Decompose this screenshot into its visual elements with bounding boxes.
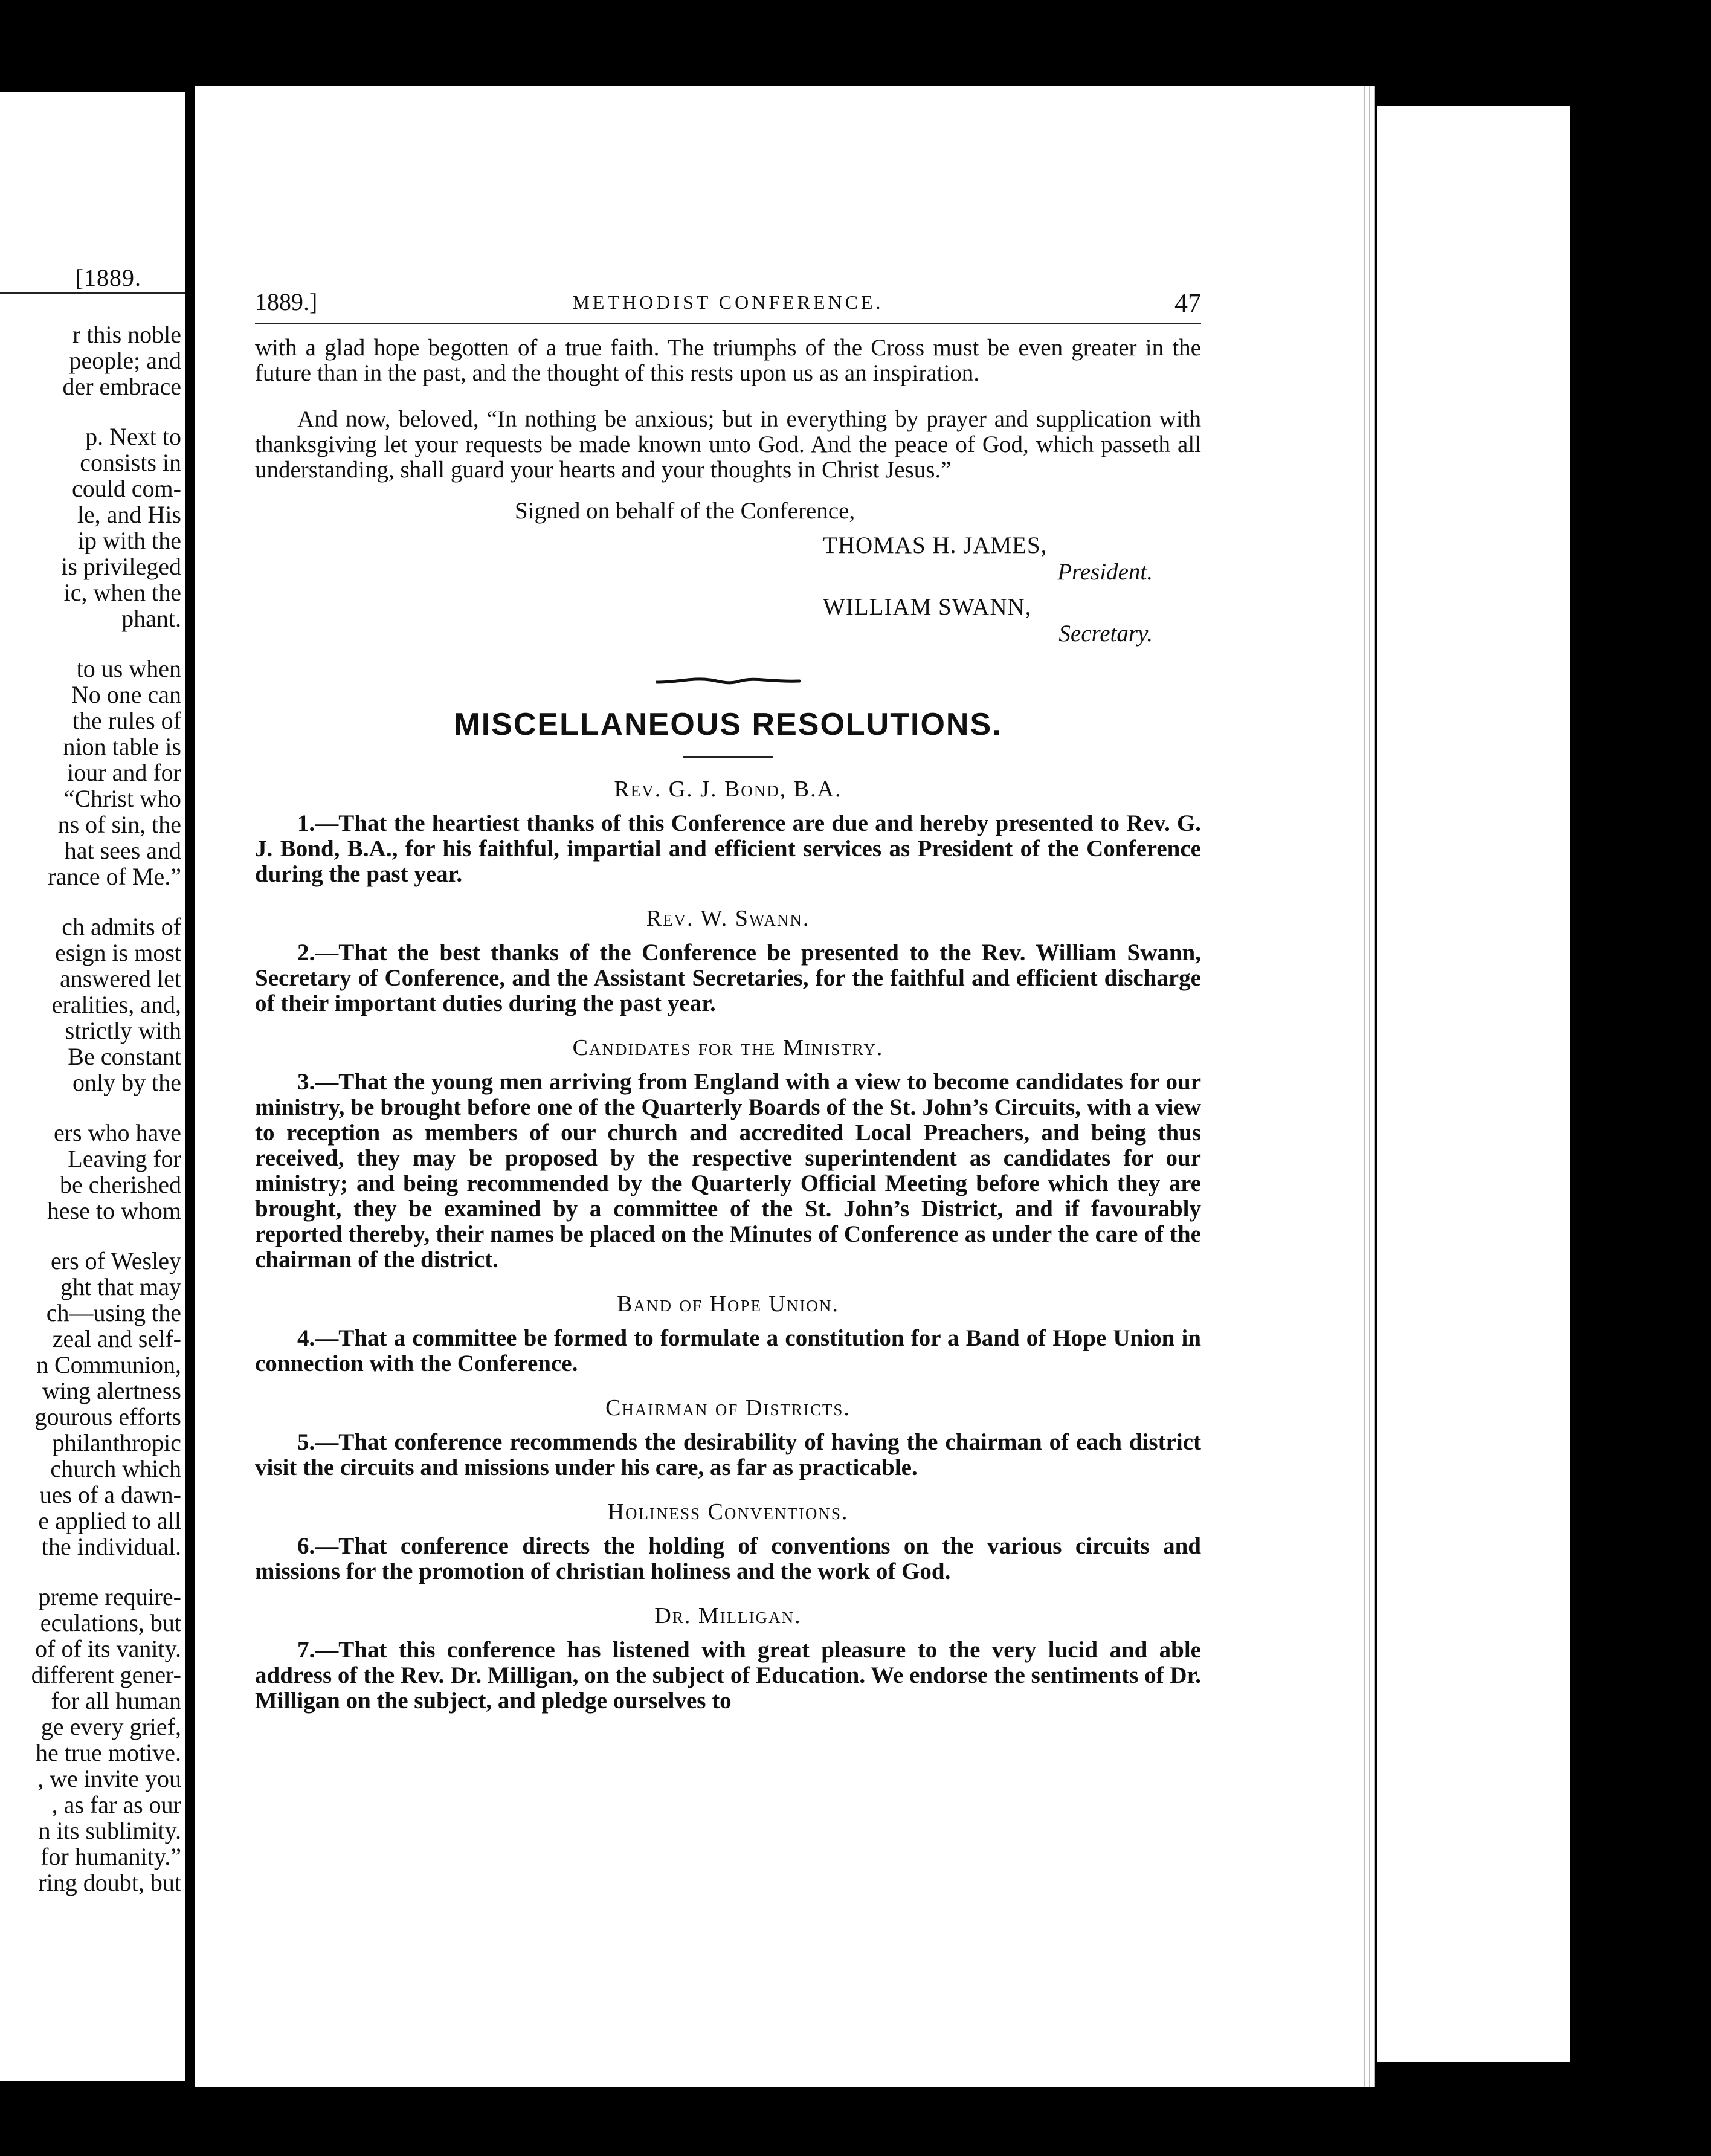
left-page-line: ch admits of: [62, 913, 181, 940]
resolution-text: 3.—That the young men arriving from England with a view to become candidates for our ministry, be brought before one of the Quarterly Boards of the St. John’s Circuits, with a view to reception as members of our church and accredited Local Preachers, and being thus received, they may be proposed by the respective superintendent as candidates for our ministry; and being recommended by the Quarterly Official Meeting before which they are brought, they be examined by a committee of the St. John’s District, and if favourably reported thereby, their names be placed on the Minutes of Conference as under the care of the chairman of the district.: [255, 1069, 1201, 1273]
left-page-line: ght that may: [60, 1273, 181, 1300]
back-sheet: [1378, 106, 1570, 2062]
intro-paragraph-2: And now, beloved, “In nothing be anxious; but in everything by prayer and supplication with thanksgiving let your requests be made known unto God. And the peace of God, which passeth all understanding, shall guard your hearts and your thoughts in Christ Jesus.”: [255, 406, 1201, 483]
left-page-line: iour and for: [67, 759, 181, 786]
left-page-line: e applied to all: [38, 1507, 181, 1534]
signed-line: Signed on behalf of the Conference,: [515, 498, 856, 524]
resolution-text: 6.—That conference directs the holding of conventions on the various circuits and missions for the promotion of christian holiness and the work of God.: [255, 1533, 1201, 1584]
resolution-item: [255, 1034, 1201, 1273]
left-page-line: eralities, and,: [51, 991, 181, 1018]
signatory-secretary-name: WILLIAM SWANN,: [823, 594, 1032, 620]
left-page-line: Leaving for: [68, 1145, 181, 1172]
left-page-line: phant.: [121, 605, 181, 632]
left-page-line: p. Next to: [85, 423, 181, 450]
left-page-line: only by the: [72, 1069, 181, 1096]
resolution-text: 1.—That the heartiest thanks of this Conference are due and hereby presented to Rev. G. J. Bond, B.A., for his faithful, impartial and efficient services as President of the Conference during the past year.: [255, 810, 1201, 887]
left-page-header: [1889.: [75, 264, 141, 291]
resolution-text: 7.—That this conference has listened with great pleasure to the very lucid and able address of the Rev. Dr. Milligan, on the subject of Education. We endorse the sentiments of Dr. Milligan on the subject, and pledge ourselves to: [255, 1637, 1201, 1714]
left-page-line: No one can: [71, 681, 181, 708]
resolution-item: [255, 1602, 1201, 1714]
left-page-line: preme require-: [38, 1583, 181, 1610]
left-page-line: eculations, but: [40, 1609, 181, 1636]
signatory-secretary-role: Secretary.: [1058, 621, 1153, 647]
left-page-line: answered let: [59, 965, 181, 992]
left-page-line: ring doubt, but: [38, 1869, 181, 1896]
left-page-line: different gener-: [31, 1661, 181, 1688]
left-page-line: esign is most: [55, 939, 181, 966]
left-page-text: [0, 321, 181, 1896]
header-title: METHODIST CONFERENCE.: [572, 291, 884, 313]
left-page-line: the individual.: [41, 1533, 181, 1560]
section-title: MISCELLANEOUS RESOLUTIONS.: [454, 707, 1002, 742]
left-page-line: ers of Wesley: [51, 1247, 181, 1274]
left-page-line: consists in: [80, 449, 181, 476]
left-page-line: gourous efforts: [34, 1403, 181, 1430]
resolution-heading: Band of Hope Union.: [617, 1291, 839, 1317]
left-header-rule: [0, 292, 185, 294]
left-page-line: hese to whom: [47, 1197, 181, 1224]
left-page-line: ch—using the: [46, 1299, 181, 1326]
running-head: [255, 284, 1201, 320]
left-page-line: n its sublimity.: [38, 1817, 181, 1844]
resolution-item: [255, 905, 1201, 1016]
left-page-line: ues of a dawn-: [39, 1481, 181, 1508]
resolution-item: [255, 1291, 1201, 1377]
signatory-president-role: President.: [1057, 559, 1153, 585]
left-page-line: of of its vanity.: [35, 1635, 181, 1662]
resolution-heading: Chairman of Districts.: [605, 1395, 851, 1421]
left-page-line: hat sees and: [64, 837, 181, 864]
resolution-heading: Dr. Milligan.: [654, 1603, 802, 1628]
left-page-line: ic, when the: [63, 579, 181, 606]
left-page-line: strictly with: [65, 1017, 181, 1044]
resolution-text: 5.—That conference recommends the desirability of having the chairman of each district visit the circuits and missions under his care, as far as practicable.: [255, 1429, 1201, 1480]
left-page-line: nion table is: [63, 733, 181, 760]
left-page-line: “Christ who: [63, 785, 181, 812]
signatory-president-name: THOMAS H. JAMES,: [823, 532, 1048, 558]
left-page-line: philanthropic: [52, 1429, 181, 1456]
left-page-line: for all human: [51, 1687, 181, 1714]
left-page-line: wing alertness: [42, 1377, 181, 1404]
left-page-line: zeal and self-: [52, 1325, 181, 1352]
resolution-item: [255, 1499, 1201, 1584]
left-facing-page: [0, 92, 185, 2081]
left-page-line: ip with the: [77, 527, 181, 554]
page-number: 47: [1174, 288, 1201, 318]
left-page-line: rance of Me.”: [48, 863, 181, 890]
resolution-heading: Rev. G. J. Bond, B.A.: [614, 776, 842, 802]
header-year: 1889.]: [255, 288, 318, 315]
resolutions-list: [255, 776, 1201, 1714]
resolution-heading: Holiness Conventions.: [607, 1499, 849, 1525]
resolution-heading: Rev. W. Swann.: [646, 906, 810, 931]
resolution-text: 2.—That the best thanks of the Conference be presented to the Rev. William Swann, Secretary of Conference, and the Assistant Secretaries, for the faithful and efficient discharge of their important duties during the past year.: [255, 940, 1201, 1016]
resolution-item: [255, 1395, 1201, 1480]
left-page-line: , as far as our: [51, 1791, 181, 1818]
left-page-line: Be constant: [68, 1043, 181, 1070]
left-page-line: , we invite you: [37, 1765, 181, 1792]
left-page-line: der embrace: [62, 373, 181, 400]
left-page-line: ge every grief,: [40, 1713, 181, 1740]
resolution-text: 4.—That a committee be formed to formulate a constitution for a Band of Hope Union in connection with the Conference.: [255, 1325, 1201, 1377]
left-page-line: he true motive.: [35, 1739, 181, 1766]
left-page-line: to us when: [76, 655, 181, 682]
left-page-line: the rules of: [72, 707, 181, 734]
page-content: [255, 284, 1201, 1714]
left-page-line: le, and His: [77, 501, 181, 528]
left-page-line: ers who have: [53, 1119, 181, 1146]
left-page-line: for humanity.”: [40, 1843, 181, 1870]
intro-paragraph-1: with a glad hope begotten of a true faith. The triumphs of the Cross must be even greater in the future than in the past, and the thought of this rests upon us as an inspiration.: [255, 335, 1201, 386]
header-rule: [255, 323, 1201, 324]
left-page-line: n Communion,: [36, 1351, 181, 1378]
resolution-item: [255, 776, 1201, 887]
decorative-flourish: [656, 674, 801, 688]
resolution-heading: Candidates for the Ministry.: [572, 1035, 884, 1060]
section-title-rule: [683, 756, 773, 758]
left-page-line: is privileged: [61, 553, 181, 580]
left-page-line: be cherished: [59, 1171, 181, 1198]
left-page-line: people; and: [69, 347, 181, 374]
left-page-line: church which: [50, 1455, 181, 1482]
left-page-line: could com-: [71, 475, 181, 502]
left-page-line: ns of sin, the: [57, 811, 181, 838]
left-page-line: r this noble: [72, 321, 181, 348]
